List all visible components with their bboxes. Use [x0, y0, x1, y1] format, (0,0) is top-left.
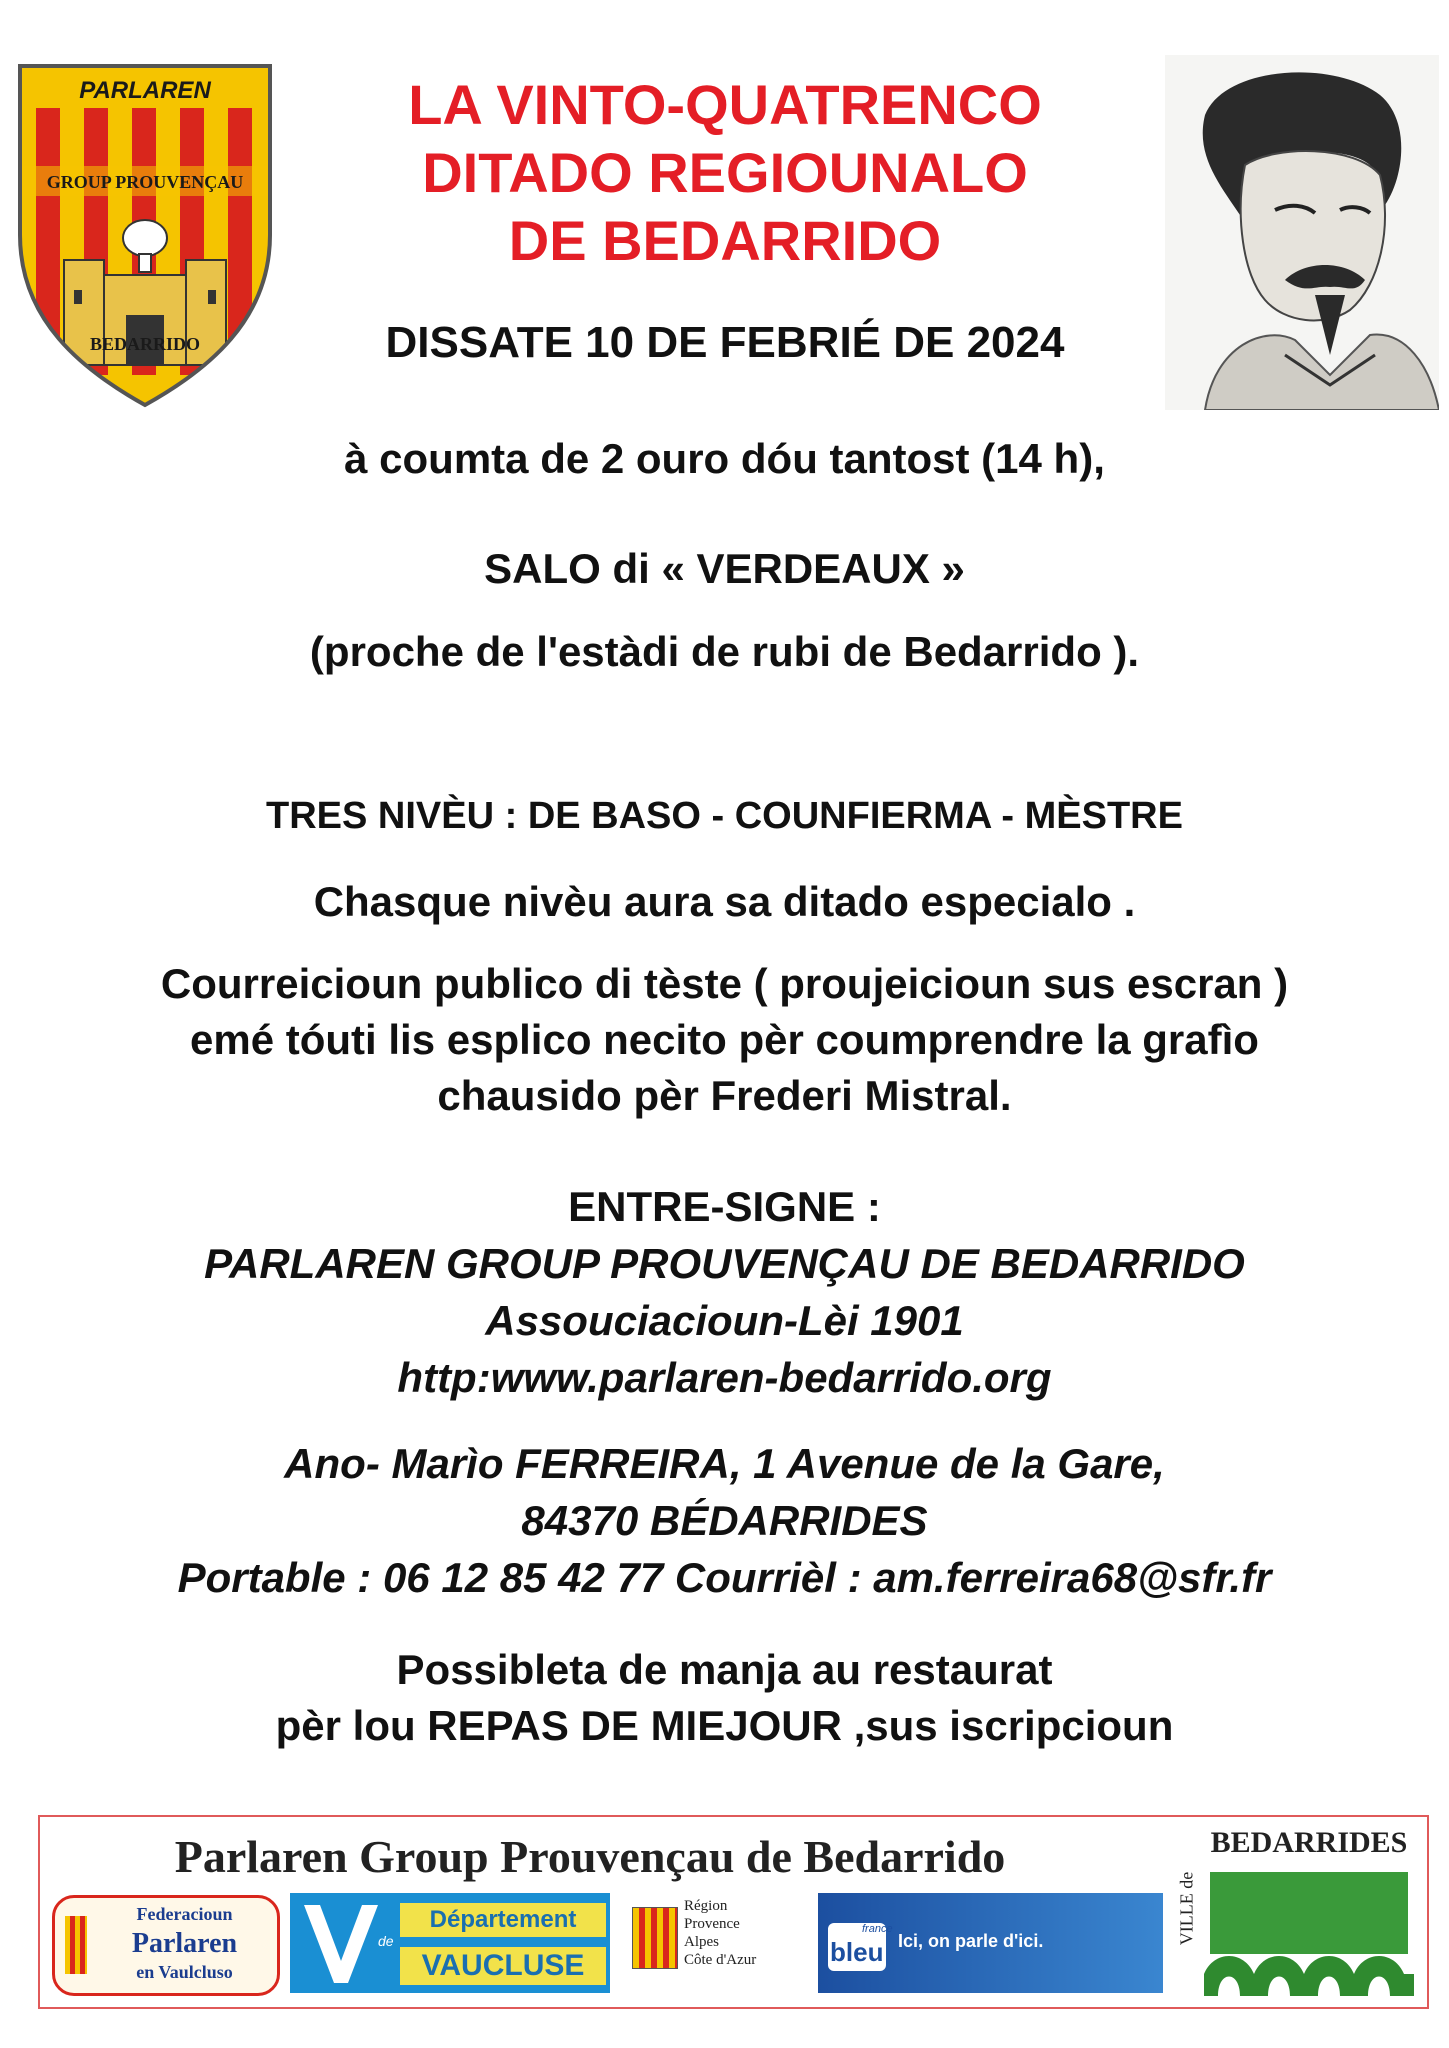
levels-note: Chasque nivèu aura sa ditado especialo .: [313, 878, 1136, 925]
vaucluse-label: VAUCLUSE: [400, 1947, 606, 1985]
event-venue: SALO di « VERDEAUX »: [484, 545, 965, 592]
crest-band-text: GROUP PROUVENÇAU: [46, 172, 244, 192]
contact-heading: ENTRE-SIGNE :: [568, 1183, 881, 1230]
vaucluse-v-icon: [296, 1899, 386, 1987]
radio-brand: bleu: [830, 1937, 884, 1967]
bridge-arches-icon: [1204, 1870, 1414, 1996]
ville-bedarrides-logo: [1172, 1822, 1417, 2000]
contact-website-link[interactable]: http:www.parlaren-bedarrido.org: [397, 1354, 1052, 1401]
event-time: à coumta de 2 ouro dóu tantost (14 h),: [344, 435, 1105, 482]
address-line-1: Ano- Marìo FERREIRA, 1 Avenue de la Gare,: [284, 1440, 1165, 1487]
departement-vaucluse-logo: [290, 1893, 610, 1993]
parlaren-crest-logo: [8, 60, 282, 410]
poster-title-line-2: DITADO REGIOUNALO: [422, 141, 1028, 204]
region-line-4: Côte d'Azur: [684, 1952, 757, 1968]
correction-line-1: Courreicioun publico di tèste ( proujeicioun sus escran ): [160, 960, 1289, 1007]
footer-title: Parlaren Group Prouvençau de Bedarrido: [174, 1831, 1006, 1882]
radio-slogan: Ici, on parle d'ici.: [898, 1931, 1044, 1951]
address-line-2: 84370 BÉDARRIDES: [521, 1497, 928, 1544]
departement-prefix: de: [378, 1933, 394, 1949]
crest-bottom-text: BEDARRIDO: [89, 334, 201, 354]
region-line-1: Région: [684, 1898, 728, 1914]
ville-prefix: VILLE de: [1176, 1871, 1197, 1946]
crest-top-text: PARLAREN: [79, 77, 211, 104]
meal-line-2: pèr lou REPAS DE MIEJOUR ,sus iscripcioun: [275, 1702, 1174, 1749]
federation-line-2: Parlaren: [131, 1928, 238, 1959]
meal-line-1: Possibleta de manja au restaurat: [396, 1646, 1053, 1693]
poster-title-line-3: DE BEDARRIDO: [508, 209, 942, 272]
correction-line-2: emé tóuti lis esplico necito pèr coumprendre la grafìo: [190, 1016, 1259, 1063]
federation-line-3: en Vaulcluso: [136, 1962, 233, 1982]
region-line-2: Provence: [684, 1916, 740, 1932]
federation-flag-icon: [65, 1916, 87, 1974]
contact-association: Assouciacioun-Lèi 1901: [485, 1297, 964, 1344]
federation-line-1: Federacioun: [136, 1904, 233, 1924]
region-flag-icon: [632, 1907, 678, 1969]
event-date: DISSATE 10 DE FEBRIÉ DE 2024: [385, 318, 1065, 367]
ville-name: BEDARRIDES: [1210, 1826, 1408, 1859]
contact-organisation: PARLAREN GROUP PROUVENÇAU DE BEDARRIDO: [204, 1240, 1245, 1287]
region-line-3: Alpes: [684, 1934, 719, 1950]
event-venue-note: (proche de l'estàdi de rubi de Bedarrido ).: [309, 628, 1140, 675]
levels-line: TRES NIVÈU : DE BASO - COUNFIERMA - MÈSTRE: [266, 795, 1183, 837]
federation-parlaren-logo: [52, 1895, 280, 1996]
france-bleu-logo: [818, 1893, 1163, 1993]
radio-small: france: [862, 1923, 893, 1935]
mistral-portrait-image: [1165, 55, 1439, 410]
region-paca-logo: [628, 1893, 808, 1993]
correction-line-3: chausido pèr Frederi Mistral.: [437, 1072, 1012, 1119]
phone-email-line: Portable : 06 12 85 42 77 Courrièl : am.ferreira68@sfr.fr: [177, 1554, 1272, 1601]
departement-label: Département: [400, 1903, 606, 1937]
poster-title-line-1: LA VINTO-QUATRENCO: [408, 73, 1042, 136]
